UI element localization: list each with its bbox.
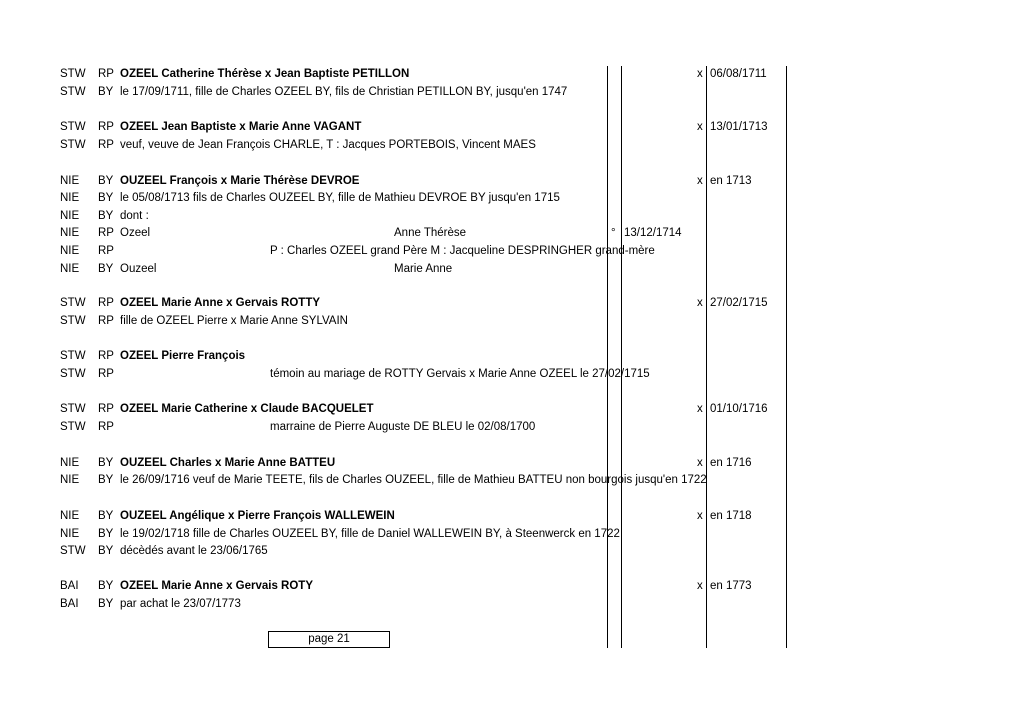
parish-code: STW (60, 368, 86, 380)
parish-code: STW (60, 421, 86, 433)
source-code: BY (98, 545, 114, 557)
source-code: RP (98, 350, 114, 362)
entry-row (0, 69, 1024, 83)
source-code: BY (98, 598, 114, 610)
entry-row (0, 599, 1024, 613)
entry-row (0, 458, 1024, 472)
parish-code: STW (60, 68, 86, 80)
entry-row (0, 422, 1024, 436)
parish-code: BAI (60, 598, 79, 610)
entry-row (0, 404, 1024, 418)
entry-text: OZEEL Marie Anne x Gervais ROTY (120, 580, 314, 592)
parish-code: STW (60, 545, 86, 557)
marriage-date: 01/10/1716 (710, 403, 768, 415)
parish-code: NIE (60, 210, 80, 222)
marriage-date: en 1773 (710, 580, 752, 592)
entry-row (0, 140, 1024, 154)
entry-text: décèdés avant le 23/06/1765 (120, 545, 268, 557)
parish-code: NIE (60, 457, 80, 469)
parish-code: NIE (60, 474, 80, 486)
column-rule (786, 66, 787, 648)
marriage-date: 27/02/1715 (710, 297, 768, 309)
entry-row (0, 316, 1024, 330)
child-name: Marie Anne (394, 263, 453, 275)
entry-text: OZEEL Marie Anne x Gervais ROTTY (120, 297, 321, 309)
marriage-symbol: x (697, 580, 703, 592)
parish-code: NIE (60, 528, 80, 540)
parish-code: STW (60, 121, 86, 133)
parish-code: BAI (60, 580, 79, 592)
birth-date: 13/12/1714 (624, 227, 682, 239)
entry-text: OUZEEL Angélique x Pierre François WALLEWEIN (120, 510, 395, 522)
source-code: BY (98, 175, 114, 187)
source-code: BY (98, 474, 114, 486)
entry-text: le 19/02/1718 fille de Charles OUZEEL BY, fille de Daniel WALLEWEIN BY, à Steenwerck en 1722 (120, 528, 620, 540)
parish-code: STW (60, 350, 86, 362)
entry-text: le 05/08/1713 fils de Charles OUZEEL BY, fille de Mathieu DEVROE BY jusqu'en 1715 (120, 192, 560, 204)
marriage-date: 06/08/1711 (710, 68, 767, 80)
entry-text: dont : (120, 210, 149, 222)
entry-text: OZEEL Jean Baptiste x Marie Anne VAGANT (120, 121, 362, 133)
source-code: RP (98, 227, 114, 239)
entry-row (0, 228, 1024, 242)
source-code: RP (98, 297, 114, 309)
godparents-text: P : Charles OZEEL grand Père M : Jacqueline DESPRINGHER grand-mère (270, 245, 655, 257)
entry-text: OUZEEL Charles x Marie Anne BATTEU (120, 457, 336, 469)
source-code: RP (98, 421, 114, 433)
source-code: BY (98, 210, 114, 222)
marriage-symbol: x (697, 121, 703, 133)
entry-row (0, 122, 1024, 136)
entry-text: OZEEL Catherine Thérèse x Jean Baptiste PETILLON (120, 68, 410, 80)
entry-text: le 17/09/1711, fille de Charles OZEEL BY, fils de Christian PETILLON BY, jusqu'en 1747 (120, 86, 568, 98)
entry-row (0, 211, 1024, 225)
parish-code: STW (60, 297, 86, 309)
entry-row (0, 511, 1024, 525)
parish-code: STW (60, 403, 86, 415)
entry-text: par achat le 23/07/1773 (120, 598, 241, 610)
parish-code: NIE (60, 263, 80, 275)
entry-note: témoin au mariage de ROTTY Gervais x Marie Anne OZEEL le 27/02/1715 (270, 368, 650, 380)
marriage-date: en 1713 (710, 175, 752, 187)
entry-row (0, 298, 1024, 312)
entry-row (0, 264, 1024, 278)
entry-text: veuf, veuve de Jean François CHARLE, T : Jacques PORTEBOIS, Vincent MAES (120, 139, 536, 151)
source-code: BY (98, 457, 114, 469)
child-name: Anne Thérèse (394, 227, 467, 239)
entry-text: fille de OZEEL Pierre x Marie Anne SYLVAIN (120, 315, 348, 327)
entry-row (0, 369, 1024, 383)
entry-row (0, 475, 1024, 489)
parish-code: NIE (60, 175, 80, 187)
birth-symbol: ° (611, 227, 616, 239)
marriage-symbol: x (697, 510, 703, 522)
marriage-symbol: x (697, 68, 703, 80)
entry-note: marraine de Pierre Auguste DE BLEU le 02/08/1700 (270, 421, 536, 433)
source-code: RP (98, 121, 114, 133)
entry-text: OZEEL Pierre François (120, 350, 246, 362)
column-rule (607, 66, 608, 648)
entry-text: le 26/09/1716 veuf de Marie TEETE, fils de Charles OUZEEL, fille de Mathieu BATTEU non bourgois jusqu'en 1722 (120, 474, 707, 486)
parish-code: NIE (60, 245, 80, 257)
source-code: RP (98, 315, 114, 327)
entry-row (0, 581, 1024, 595)
entry-row (0, 176, 1024, 190)
marriage-symbol: x (697, 403, 703, 415)
parish-code: NIE (60, 227, 80, 239)
marriage-symbol: x (697, 457, 703, 469)
source-code: RP (98, 139, 114, 151)
source-code: BY (98, 86, 114, 98)
entry-row (0, 87, 1024, 101)
parish-code: NIE (60, 192, 80, 204)
entry-row (0, 246, 1024, 260)
source-code: BY (98, 528, 114, 540)
marriage-symbol: x (697, 175, 703, 187)
column-rule (706, 66, 707, 648)
entry-text: OUZEEL François x Marie Thérèse DEVROE (120, 175, 360, 187)
parish-code: STW (60, 86, 86, 98)
entry-row (0, 351, 1024, 365)
entry-text: OZEEL Marie Catherine x Claude BACQUELET (120, 403, 374, 415)
entry-text: Ozeel (120, 227, 151, 239)
entry-text: Ouzeel (120, 263, 157, 275)
source-code: BY (98, 263, 114, 275)
source-code: RP (98, 403, 114, 415)
entry-row (0, 529, 1024, 543)
entry-row (0, 546, 1024, 560)
parish-code: STW (60, 315, 86, 327)
source-code: BY (98, 510, 114, 522)
column-rule (621, 66, 622, 648)
parish-code: STW (60, 139, 86, 151)
page-number: page 21 (268, 631, 390, 648)
marriage-date: en 1718 (710, 510, 752, 522)
marriage-date: en 1716 (710, 457, 752, 469)
parish-code: NIE (60, 510, 80, 522)
source-code: BY (98, 580, 114, 592)
source-code: RP (98, 368, 114, 380)
marriage-symbol: x (697, 297, 703, 309)
source-code: BY (98, 192, 114, 204)
entry-row (0, 193, 1024, 207)
marriage-date: 13/01/1713 (710, 121, 768, 133)
source-code: RP (98, 68, 114, 80)
source-code: RP (98, 245, 114, 257)
